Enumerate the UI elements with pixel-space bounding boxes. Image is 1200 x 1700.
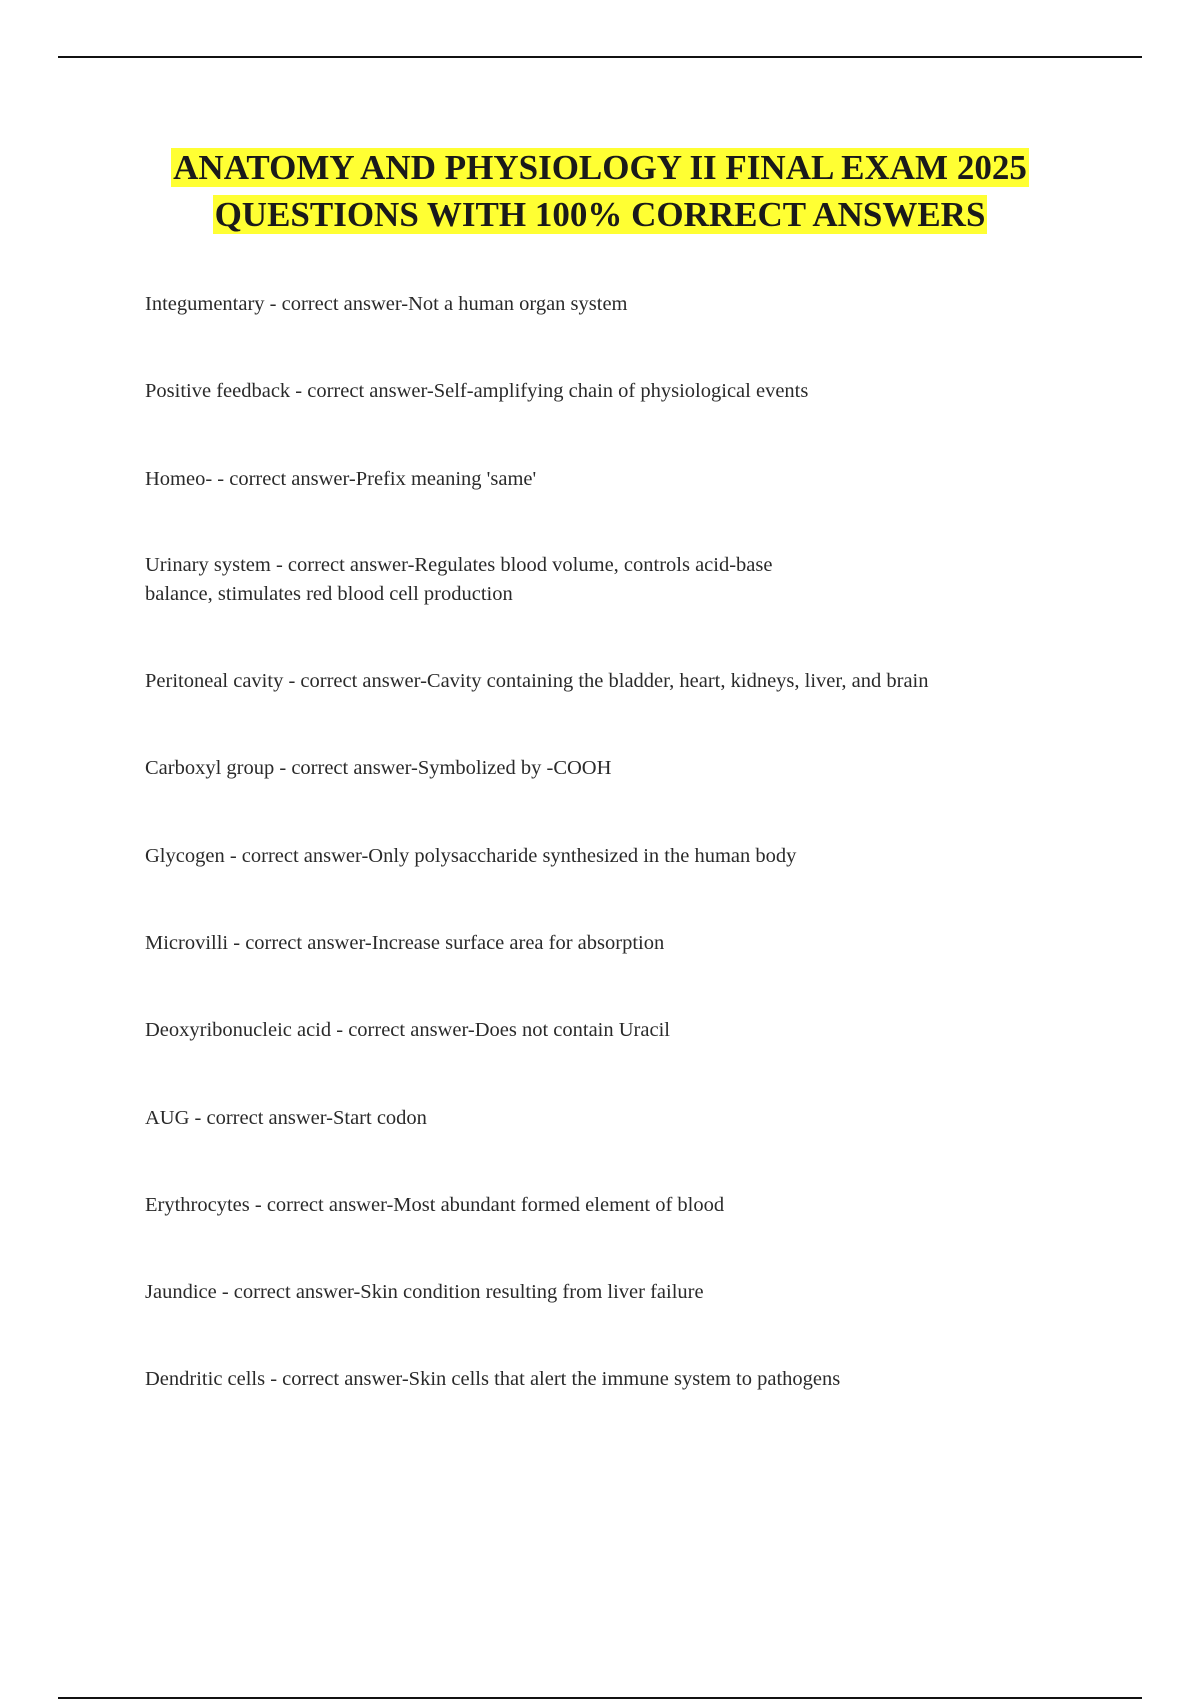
qa-item: AUG - correct answer-Start codon bbox=[145, 1107, 427, 1129]
qa-item: Jaundice - correct answer-Skin condition resulting from liver failure bbox=[145, 1281, 704, 1303]
title-line-2 bbox=[0, 191, 1200, 238]
qa-item: Erythrocytes - correct answer-Most abundant formed element of blood bbox=[145, 1194, 725, 1216]
top-rule bbox=[58, 56, 1142, 58]
page-title bbox=[0, 144, 1200, 238]
qa-item: Urinary system - correct answer-Regulates blood volume, controls acid-base balance, stimulates red blood cell production bbox=[145, 554, 773, 605]
bottom-rule bbox=[58, 1697, 1142, 1699]
qa-item: Glycogen - correct answer-Only polysaccharide synthesized in the human body bbox=[145, 845, 797, 867]
qa-item: Integumentary - correct answer-Not a human organ system bbox=[145, 293, 628, 315]
qa-item: Peritoneal cavity - correct answer-Cavity containing the bladder, heart, kidneys, liver, and brain bbox=[145, 670, 929, 692]
title-line-2-text: QUESTIONS WITH 100% CORRECT ANSWERS bbox=[214, 195, 986, 234]
qa-item: Homeo- - correct answer-Prefix meaning 'same' bbox=[145, 468, 537, 490]
title-line-1-text: ANATOMY AND PHYSIOLOGY II FINAL EXAM 2025 bbox=[173, 148, 1027, 187]
title-line-1 bbox=[0, 144, 1200, 191]
qa-item: Dendritic cells - correct answer-Skin cells that alert the immune system to pathogens bbox=[145, 1368, 841, 1390]
qa-item: Deoxyribonucleic acid - correct answer-Does not contain Uracil bbox=[145, 1019, 670, 1041]
qa-item: Microvilli - correct answer-Increase surface area for absorption bbox=[145, 932, 665, 954]
qa-item: Carboxyl group - correct answer-Symbolized by -COOH bbox=[145, 757, 612, 779]
qa-item: Positive feedback - correct answer-Self-amplifying chain of physiological events bbox=[145, 380, 809, 402]
